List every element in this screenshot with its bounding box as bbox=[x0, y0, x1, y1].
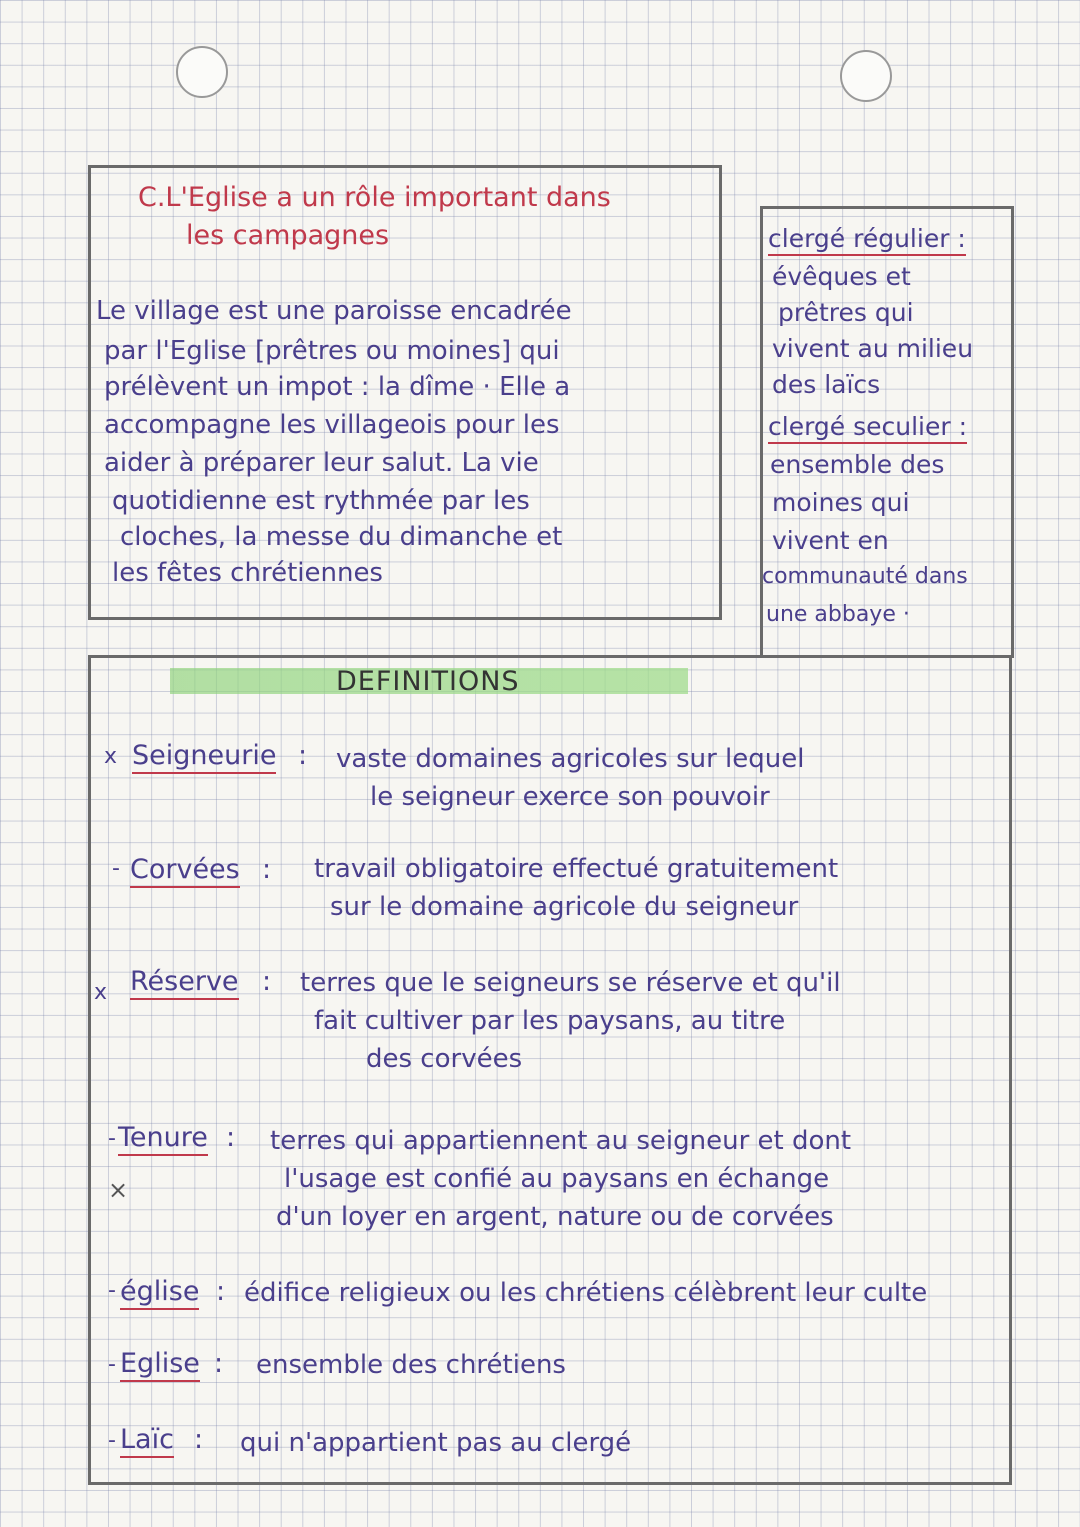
definition-text-corvees-2: sur le domaine agricole du seigneur bbox=[330, 892, 799, 922]
definition-term-eglise-institution: Eglise bbox=[120, 1348, 200, 1382]
definition-colon: : bbox=[262, 966, 272, 997]
paragraph-line-7: cloches, la messe du dimanche et bbox=[120, 522, 563, 552]
cross-mark: × bbox=[108, 1176, 129, 1204]
definition-term-laic: Laïc bbox=[120, 1424, 174, 1458]
definition-colon: : bbox=[262, 854, 272, 885]
definition-prefix: - bbox=[108, 1352, 116, 1377]
paragraph-line-8: les fêtes chrétiennes bbox=[112, 558, 383, 588]
definition-colon: : bbox=[214, 1348, 224, 1379]
section-title-line-2: les campagnes bbox=[186, 220, 390, 251]
definition-prefix: - bbox=[112, 856, 120, 881]
sidebar-line-4: vivent au milieu bbox=[772, 334, 974, 363]
definition-text-eglise-building-1: édifice religieux ou les chrétiens célèbrent leur culte bbox=[244, 1278, 928, 1308]
paragraph-line-1: Le village est une paroisse encadrée bbox=[96, 296, 572, 326]
definition-prefix: x bbox=[94, 980, 108, 1005]
sidebar-line-7: ensemble des bbox=[770, 450, 945, 479]
definition-prefix: - bbox=[108, 1126, 116, 1151]
definition-text-reserve-2: fait cultiver par les paysans, au titre bbox=[314, 1006, 786, 1036]
sidebar-line-11: une abbaye · bbox=[766, 602, 910, 627]
definition-text-reserve-1: terres que le seigneurs se réserve et qu'il bbox=[300, 968, 841, 998]
definition-text-seigneurie-1: vaste domaines agricoles sur lequel bbox=[336, 744, 805, 774]
definition-colon: : bbox=[226, 1122, 236, 1153]
definition-colon: : bbox=[298, 740, 308, 771]
section-title-line-1: C.L'Eglise a un rôle important dans bbox=[138, 182, 611, 213]
paragraph-line-6: quotidienne est rythmée par les bbox=[112, 486, 530, 516]
definition-colon: : bbox=[216, 1276, 226, 1307]
definition-text-eglise-institution-1: ensemble des chrétiens bbox=[256, 1350, 566, 1380]
definition-prefix: - bbox=[108, 1428, 116, 1453]
paragraph-line-3: prélèvent un impot : la dîme · Elle a bbox=[104, 372, 571, 402]
definition-text-tenure-2: l'usage est confié au paysans en échange bbox=[284, 1164, 830, 1194]
definition-term-reserve: Réserve bbox=[130, 966, 239, 1000]
paragraph-line-5: aider à préparer leur salut. La vie bbox=[104, 448, 539, 478]
definition-prefix: - bbox=[108, 1278, 116, 1303]
definition-text-corvees-1: travail obligatoire effectué gratuitement bbox=[314, 854, 839, 884]
punch-hole-left bbox=[176, 46, 228, 98]
paragraph-line-4: accompagne les villageois pour les bbox=[104, 410, 560, 440]
definitions-heading: DEFINITIONS bbox=[336, 666, 520, 697]
sidebar-line-3: prêtres qui bbox=[778, 298, 914, 327]
definition-term-tenure: Tenure bbox=[118, 1122, 208, 1156]
definition-text-tenure-3: d'un loyer en argent, nature ou de corvées bbox=[276, 1202, 834, 1232]
definition-term-eglise-building: église bbox=[120, 1276, 199, 1310]
sidebar-line-2: évêques et bbox=[772, 262, 911, 291]
definition-text-seigneurie-2: le seigneur exerce son pouvoir bbox=[370, 782, 770, 812]
definition-term-corvees: Corvées bbox=[130, 854, 240, 888]
definition-text-tenure-1: terres qui appartiennent au seigneur et dont bbox=[270, 1126, 852, 1156]
sidebar-line-9: vivent en bbox=[772, 526, 889, 555]
definition-text-reserve-3: des corvées bbox=[366, 1044, 523, 1074]
definition-colon: : bbox=[194, 1424, 204, 1455]
paragraph-line-2: par l'Eglise [prêtres ou moines] qui bbox=[104, 336, 560, 366]
punch-hole-right bbox=[840, 50, 892, 102]
definition-text-laic-1: qui n'appartient pas au clergé bbox=[240, 1428, 632, 1458]
sidebar-line-10: communauté dans bbox=[762, 564, 968, 589]
sidebar-line-5: des laïcs bbox=[772, 370, 881, 399]
sidebar-line-1: clergé régulier : bbox=[768, 224, 966, 256]
sidebar-line-8: moines qui bbox=[772, 488, 910, 517]
definition-term-seigneurie: Seigneurie bbox=[132, 740, 276, 774]
sidebar-line-6: clergé seculier : bbox=[768, 412, 967, 444]
definition-prefix: x bbox=[104, 744, 118, 769]
